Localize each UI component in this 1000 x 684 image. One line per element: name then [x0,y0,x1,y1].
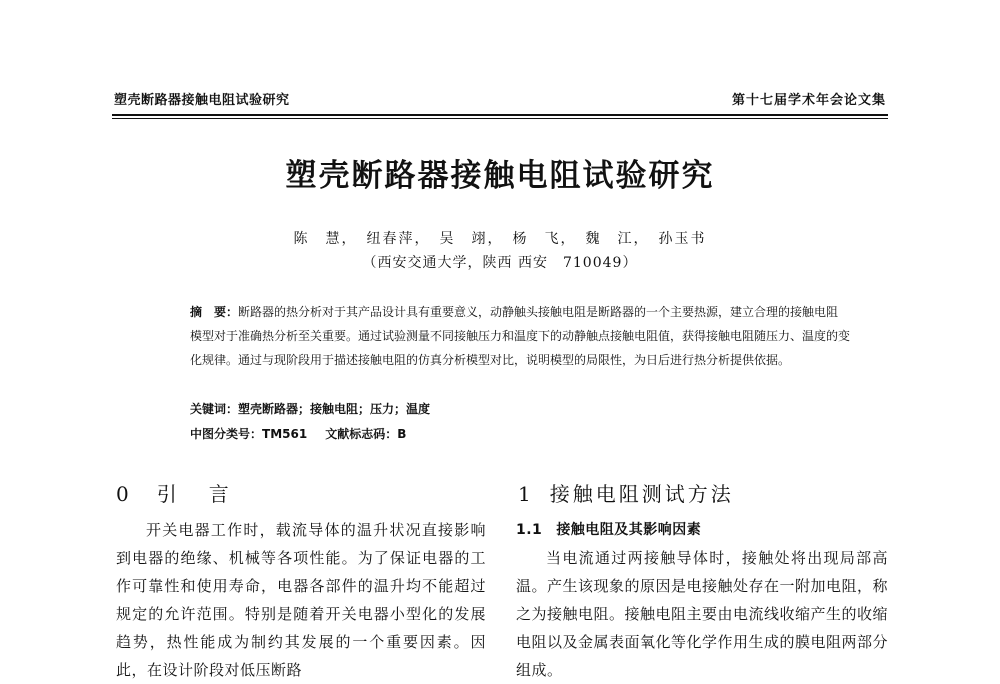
abstract-paragraph [160,300,850,372]
method-column [516,516,888,684]
abstract-label: 摘 要： [190,305,239,319]
abstract-text: 断路器的热分析对于其产品设计具有重要意义，动静触头接触电阻是断路器的一个主要热源，建立合理的接触电阻模型对于准确热分析至关重要。通过试验测量不同接触压力和温度下的动静触点接触电阻值，获得接触电阻随压力、温度的变化规律。通过与现阶段用于描述接触电阻的仿真分析模型对比，说明模型的局限性，为日后进行热分析提供依据。 [190,305,851,367]
running-header-proceedings: 第十七届学术年会论文集 [731,93,886,108]
section-1-number: 1 [518,482,534,506]
author-list: 陈 慧， 纽春萍， 吴 翊， 杨 飞， 魏 江， 孙玉书 [293,231,707,247]
header-rule-thick [112,114,888,116]
doc-code-label: 文献标志码： [325,427,398,441]
classification-line [190,425,406,442]
intro-paragraph: 开关电器工作时，载流导体的温升状况直接影响到电器的绝缘、机械等各项性能。为了保证电器的工作可靠性和使用寿命，电器各部件的温升均不能超过规定的允许范围。特别是随着开关电器小型化的发展趋势，热性能成为制约其发展的一个重要因素。因此，在设计阶段对低压断路 [116,521,486,679]
keywords-line [190,400,430,417]
method-paragraph: 当电流通过两接触导体时，接触处将出现局部高温。产生该现象的原因是电接触处存在一附加电阻，称之为接触电阻。接触电阻主要由电流线收缩产生的收缩电阻以及金属表面氧化等化学作用生成的膜电阻两部分组成。 [516,549,889,679]
header-rule-thin [112,118,888,119]
clc-value: TM561 [262,427,308,441]
section-0-title: 引 言 [156,482,235,506]
running-header-title: 塑壳断路器接触电阻试验研究 [114,93,290,108]
affiliation: （西安交通大学，陕西 西安 710049） [362,255,638,271]
section-0-heading [116,478,235,507]
doc-code-value: B [397,427,407,441]
keywords-text: 塑壳断路器；接触电阻；压力；温度 [238,402,431,416]
subsection-number: 1.1 [516,522,543,538]
subsection-heading [516,516,888,544]
clc-label: 中图分类号： [190,427,263,441]
section-1-heading [518,478,734,507]
paper-title: 塑壳断路器接触电阻试验研究 [285,158,715,194]
abstract-block [160,300,850,372]
section-0-number: 0 [116,482,135,506]
intro-column [116,516,486,684]
keywords-label: 关键词： [190,402,239,416]
section-1-title: 接触电阻测试方法 [549,482,734,506]
subsection-title: 接触电阻及其影响因素 [556,522,702,538]
